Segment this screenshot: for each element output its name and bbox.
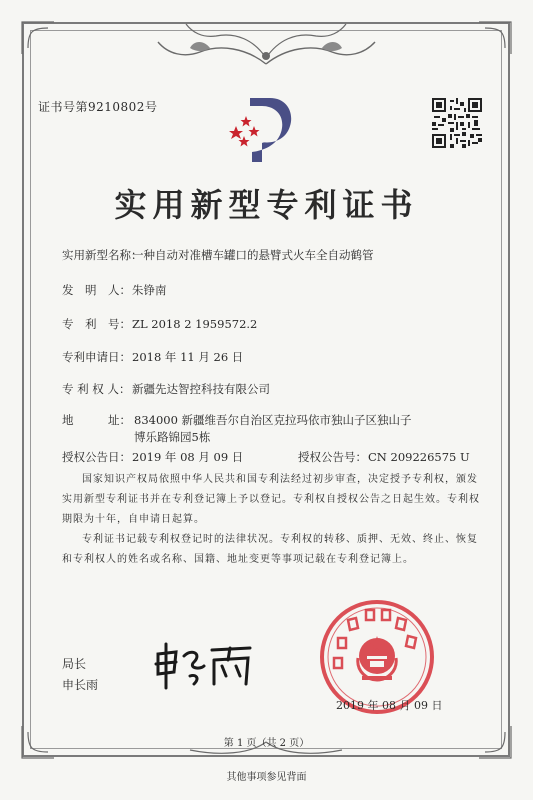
grant-number-row bbox=[298, 449, 470, 465]
grant-number-label: 授权公告号： bbox=[298, 450, 367, 464]
grant-statement-paragraph: 国家知识产权局依照中华人民共和国专利法经过初步审查，决定授予专利权，颁发实用新型专利证书并在专利登记簿上予以登记。专利权自授权公告之日起生效。专利权期限为十年，自申请日起算。 bbox=[62, 474, 480, 525]
address-value: 834000 新疆维吾尔自治区克拉玛依市独山子区独山子博乐路锦园5栋 bbox=[134, 413, 412, 444]
qr-code bbox=[432, 98, 482, 148]
inventor-label: 发 明 人： bbox=[62, 283, 131, 297]
director-name: 申长雨 bbox=[62, 678, 99, 692]
patentee-label: 专 利 权 人： bbox=[62, 382, 131, 396]
inventor-row bbox=[62, 282, 167, 298]
patent-number-value: ZL 2018 2 1959572.2 bbox=[132, 317, 258, 331]
grant-number-value: CN 209226575 U bbox=[368, 450, 470, 464]
certificate-number: 证书号第9210802号 bbox=[38, 100, 158, 114]
legal-status-paragraph: 专利证书记载专利权登记时的法律状况。专利权的转移、质押、无效、终止、恢复和专利权人的姓名或名称、国籍、地址变更等事项记载在专利登记簿上。 bbox=[62, 534, 478, 565]
patentee-row bbox=[62, 381, 270, 397]
patentee-value: 新疆先达智控科技有限公司 bbox=[132, 382, 270, 396]
cnipa-logo bbox=[228, 92, 300, 166]
filing-date-row bbox=[62, 349, 243, 365]
page-number: 第 1 页（共 2 页） bbox=[223, 738, 310, 749]
grant-date-label: 授权公告日： bbox=[62, 450, 131, 464]
corner-ornament-tl bbox=[18, 18, 58, 58]
utility-model-name-row bbox=[62, 247, 374, 263]
patent-number-row bbox=[62, 316, 257, 332]
filing-date-label: 专利申请日： bbox=[62, 350, 131, 364]
address-label: 地 址： bbox=[62, 413, 131, 427]
filing-date-value: 2018 年 11 月 26 日 bbox=[132, 350, 244, 364]
top-ornament bbox=[150, 18, 383, 68]
director-signature bbox=[150, 640, 260, 692]
corner-ornament-tr bbox=[475, 18, 515, 58]
certificate-title: 实用新型专利证书 bbox=[114, 186, 419, 224]
patent-number-label: 专 利 号： bbox=[62, 317, 131, 331]
grant-date-value: 2019 年 08 月 09 日 bbox=[132, 450, 244, 464]
utility-model-name-label: 实用新型名称： bbox=[62, 248, 143, 262]
inventor-value: 朱铮南 bbox=[132, 283, 167, 297]
seal-date: 2019 年 08 月 09 日 bbox=[336, 699, 443, 712]
grant-date-row bbox=[62, 449, 243, 465]
footer-note: 其他事项参见背面 bbox=[226, 772, 307, 783]
utility-model-name-value: 一种自动对准槽车罐口的悬臂式火车全自动鹤管 bbox=[132, 248, 374, 262]
director-title: 局长 bbox=[62, 657, 87, 671]
